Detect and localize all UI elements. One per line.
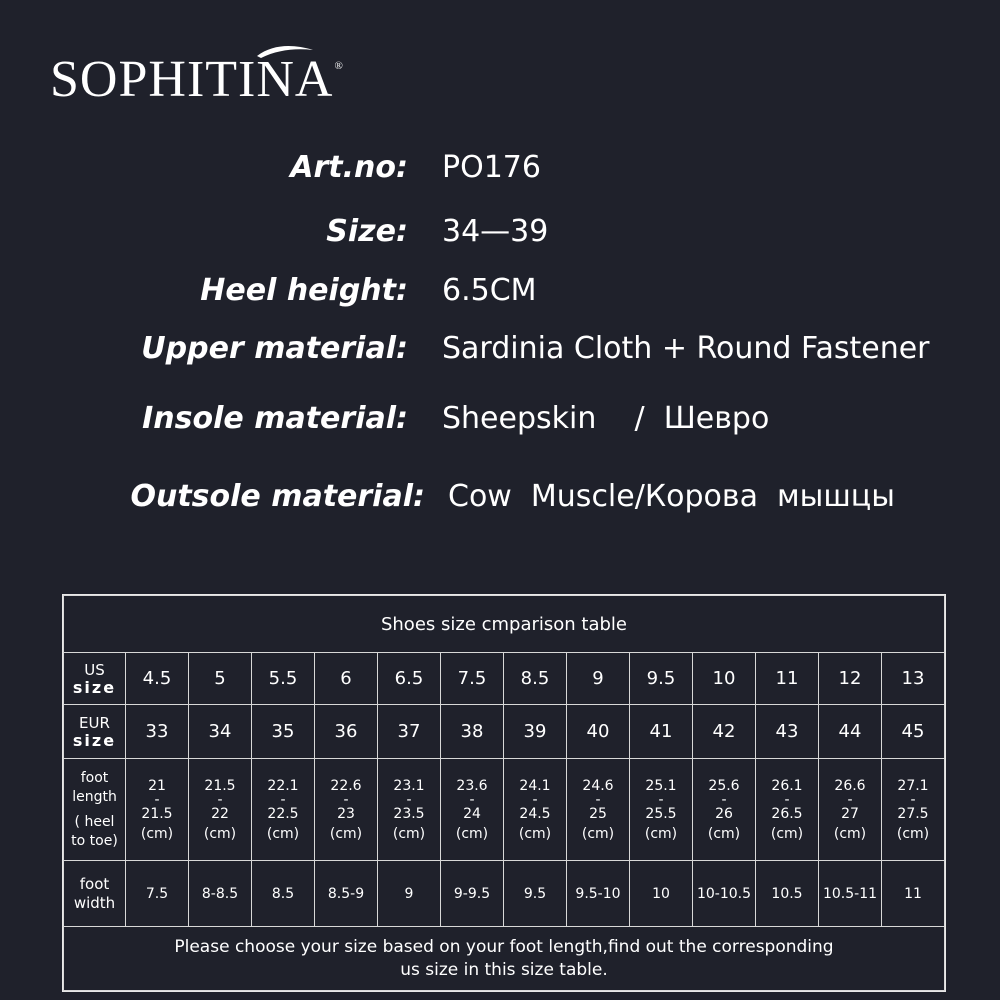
us-size-cell: 5 bbox=[189, 653, 252, 705]
foot-length-cell: 25.1 - 25.5 (cm) bbox=[630, 759, 693, 861]
spec-insole-material bbox=[0, 401, 1000, 441]
us-size-cell: 9 bbox=[567, 653, 630, 705]
eur-size-cell: 33 bbox=[126, 705, 189, 759]
spec-outsole-material bbox=[0, 479, 1000, 519]
foot-length-cell: 21 - 21.5 (cm) bbox=[126, 759, 189, 861]
foot-width-cell: 10.5-11 bbox=[819, 861, 882, 927]
eur-size-cell: 39 bbox=[504, 705, 567, 759]
eur-size-cell: 45 bbox=[882, 705, 945, 759]
spec-value: Sheepskin / Шевро bbox=[442, 401, 770, 436]
registered-mark: ® bbox=[334, 60, 344, 72]
us-size-cell: 13 bbox=[882, 653, 945, 705]
foot-width-cell: 10 bbox=[630, 861, 693, 927]
foot-width-header: foot width bbox=[64, 861, 126, 927]
foot-length-header: foot length ( heel to toe) bbox=[64, 759, 126, 861]
foot-width-cell: 8.5-9 bbox=[315, 861, 378, 927]
eur-size-row bbox=[64, 705, 945, 759]
foot-width-cell: 9.5 bbox=[504, 861, 567, 927]
foot-length-cell: 24.6 - 25 (cm) bbox=[567, 759, 630, 861]
foot-width-cell: 9 bbox=[378, 861, 441, 927]
eur-size-cell: 34 bbox=[189, 705, 252, 759]
us-size-cell: 6.5 bbox=[378, 653, 441, 705]
foot-width-cell: 8.5 bbox=[252, 861, 315, 927]
eur-size-header: EUR size bbox=[64, 705, 126, 759]
foot-length-cell: 22.1 - 22.5 (cm) bbox=[252, 759, 315, 861]
spec-value: 34—39 bbox=[442, 214, 549, 249]
foot-length-cell: 27.1 - 27.5 (cm) bbox=[882, 759, 945, 861]
us-size-cell: 8.5 bbox=[504, 653, 567, 705]
eur-size-cell: 36 bbox=[315, 705, 378, 759]
foot-length-cell: 25.6 - 26 (cm) bbox=[693, 759, 756, 861]
foot-length-cell: 24.1 - 24.5 (cm) bbox=[504, 759, 567, 861]
us-size-cell: 7.5 bbox=[441, 653, 504, 705]
us-size-cell: 9.5 bbox=[630, 653, 693, 705]
us-size-cell: 10 bbox=[693, 653, 756, 705]
spec-value: Sardinia Cloth + Round Fastener bbox=[442, 331, 930, 366]
spec-value: Cow Muscle/Корова мышцы bbox=[448, 479, 895, 514]
foot-length-cell: 26.1 - 26.5 (cm) bbox=[756, 759, 819, 861]
spec-size bbox=[0, 214, 1000, 254]
table-title: Shoes size cmparison table bbox=[64, 596, 945, 653]
swoosh-icon bbox=[255, 42, 315, 60]
spec-heel-height bbox=[0, 273, 1000, 313]
spec-label: Upper material: bbox=[141, 331, 408, 366]
eur-size-cell: 43 bbox=[756, 705, 819, 759]
eur-size-cell: 42 bbox=[693, 705, 756, 759]
size-comparison-table bbox=[62, 594, 946, 992]
foot-length-cell: 26.6 - 27 (cm) bbox=[819, 759, 882, 861]
spec-label: Heel height: bbox=[200, 273, 408, 308]
eur-size-cell: 37 bbox=[378, 705, 441, 759]
foot-width-cell: 11 bbox=[882, 861, 945, 927]
spec-value: 6.5CM bbox=[442, 273, 537, 308]
us-size-cell: 5.5 bbox=[252, 653, 315, 705]
foot-width-cell: 7.5 bbox=[126, 861, 189, 927]
us-size-cell: 12 bbox=[819, 653, 882, 705]
spec-value: PO176 bbox=[442, 150, 541, 185]
foot-width-cell: 9-9.5 bbox=[441, 861, 504, 927]
us-size-row bbox=[64, 653, 945, 705]
foot-length-cell: 23.1 - 23.5 (cm) bbox=[378, 759, 441, 861]
spec-label: Size: bbox=[326, 214, 408, 249]
eur-size-cell: 35 bbox=[252, 705, 315, 759]
foot-width-cell: 8-8.5 bbox=[189, 861, 252, 927]
spec-upper-material bbox=[0, 331, 1000, 371]
foot-length-cell: 23.6 - 24 (cm) bbox=[441, 759, 504, 861]
foot-length-cell: 22.6 - 23 (cm) bbox=[315, 759, 378, 861]
spec-label: Outsole material: bbox=[130, 479, 425, 514]
brand-logo bbox=[50, 50, 344, 109]
eur-size-cell: 40 bbox=[567, 705, 630, 759]
spec-label: Insole material: bbox=[142, 401, 408, 436]
size-note: Please choose your size based on your foot length,find out the corresponding us size in this size table. bbox=[64, 927, 945, 991]
foot-length-row bbox=[64, 759, 945, 861]
eur-size-cell: 41 bbox=[630, 705, 693, 759]
us-size-cell: 11 bbox=[756, 653, 819, 705]
foot-width-cell: 9.5-10 bbox=[567, 861, 630, 927]
us-size-header: US size bbox=[64, 653, 126, 705]
foot-width-cell: 10-10.5 bbox=[693, 861, 756, 927]
foot-width-row bbox=[64, 861, 945, 927]
brand-name: SOPHITINA bbox=[50, 51, 334, 108]
spec-art-no bbox=[0, 150, 1000, 190]
eur-size-cell: 38 bbox=[441, 705, 504, 759]
foot-length-cell: 21.5 - 22 (cm) bbox=[189, 759, 252, 861]
us-size-cell: 4.5 bbox=[126, 653, 189, 705]
foot-width-cell: 10.5 bbox=[756, 861, 819, 927]
spec-label: Art.no: bbox=[290, 150, 408, 185]
us-size-cell: 6 bbox=[315, 653, 378, 705]
eur-size-cell: 44 bbox=[819, 705, 882, 759]
